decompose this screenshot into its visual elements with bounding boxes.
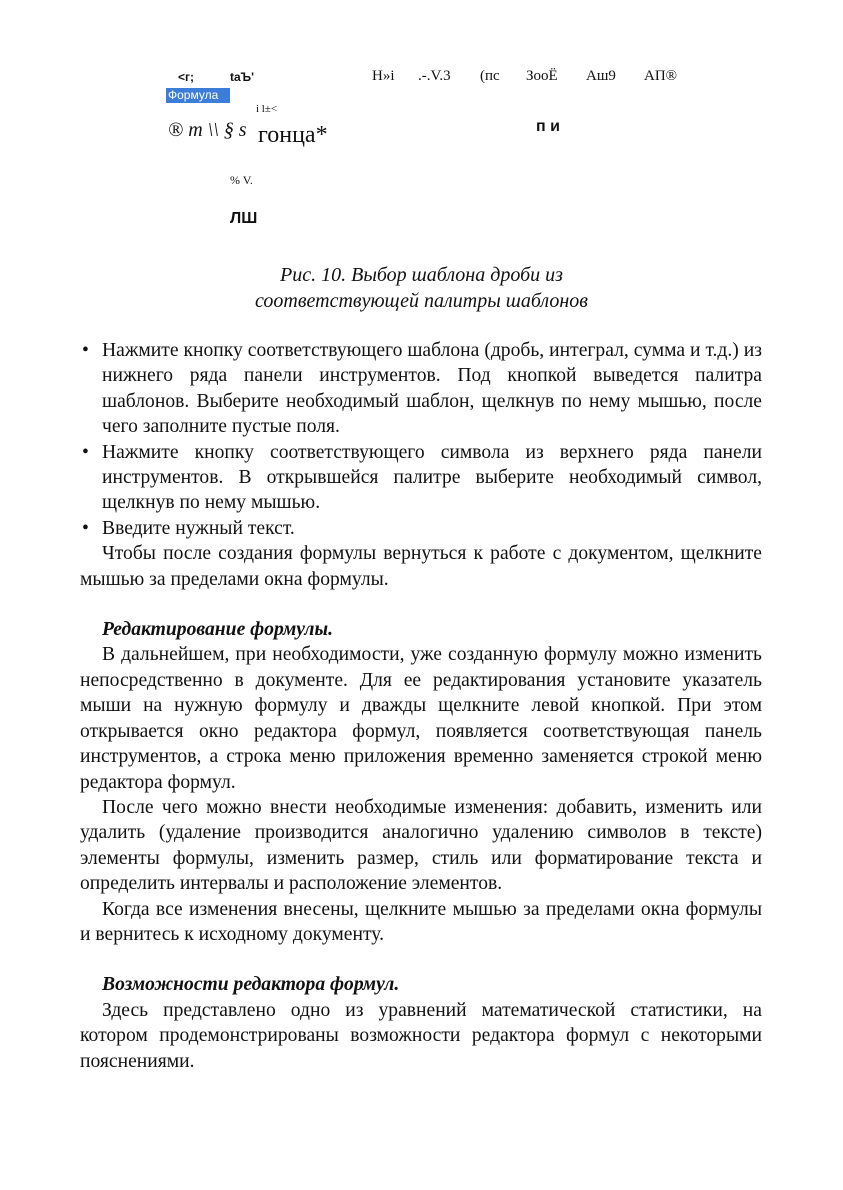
- toolbar-item[interactable]: .-.V.3: [418, 68, 451, 84]
- list-item: [80, 440, 762, 516]
- section-heading: Возможности редактора формул.: [102, 974, 400, 996]
- toolbar-item[interactable]: ЗооЁ: [526, 68, 558, 84]
- formula-menu-label[interactable]: Формула: [166, 88, 230, 103]
- paragraph: После чего можно внести необходимые изменения: добавить, изменить или удалить (удаление производится аналогично удалению символов в тексте) элементы формулы, изменить размер, стиль или форматирование текста и определить интервалы и расположение элементов.: [80, 796, 762, 895]
- percent-label: % V.: [230, 173, 253, 187]
- template-glyph: ЛШ: [230, 210, 258, 227]
- toolbar-item[interactable]: АП®: [644, 68, 678, 84]
- toolbar-item[interactable]: tаЪ': [230, 70, 254, 84]
- formula-text: гонца*: [258, 122, 328, 148]
- section-heading: Редактирование формулы.: [102, 619, 333, 641]
- bullet-icon: •: [82, 517, 89, 539]
- toolbar-item[interactable]: Н»i: [372, 68, 395, 84]
- list-item: [80, 338, 762, 440]
- list-item: [80, 516, 762, 541]
- symbol-row: ® m \\ § s: [168, 119, 247, 141]
- paragraph: Чтобы после создания формулы вернуться к работе с документом, щелкните мышью за пределами окна формулы.: [80, 543, 762, 590]
- toolbar-item[interactable]: (пс: [480, 68, 500, 84]
- paragraph: Когда все изменения внесены, щелкните мышью за пределами окна формулы и вернитесь к исходному документу.: [80, 898, 762, 945]
- body-text: [80, 338, 762, 1074]
- paragraph: В дальнейшем, при необходимости, уже созданную формулу можно изменить непосредственно в документе. Для ее редактирования установите указатель мыши на нужную формулу и дважды щелкните левой кнопкой. При этом открывается окно редактора формул, появляется соответствующая панель инструментов, а строка меню приложения временно заменяется строкой меню редактора формул.: [80, 644, 762, 793]
- toolbar-item[interactable]: <г;: [178, 70, 195, 84]
- figure-caption-line2: соответствующей палитры шаблонов: [255, 290, 588, 312]
- toolbar-item[interactable]: Аш9: [586, 68, 616, 84]
- list-item-text: Нажмите кнопку соответствующего шаблона (дробь, интеграл, сумма и т.д.) из нижнего ряда панели инструментов. Под кнопкой выведется палитра шаблонов. Выберите необходимый шаблон, щелкнув по нему мышью, после чего заполните пустые поля.: [102, 340, 762, 438]
- formula-editor-figure: [0, 0, 843, 240]
- list-item-text: Нажмите кнопку соответствующего символа из верхнего ряда панели инструментов. В открывшейся палитре выберите необходимый символ, щелкнув по нему мышью.: [102, 441, 762, 514]
- figure-caption-line1: Рис. 10. Выбор шаблона дроби из: [280, 264, 563, 286]
- small-marks: i l±<: [256, 103, 278, 115]
- bullet-icon: •: [82, 340, 89, 361]
- paragraph: Здесь представлено одно из уравнений математической статистики, на котором продемонстрированы возможности редактора формул с некоторыми пояснениями.: [80, 999, 762, 1072]
- list-item-text: Введите нужный текст.: [102, 517, 295, 539]
- bold-letters: п и: [536, 118, 560, 135]
- bullet-icon: •: [82, 441, 89, 463]
